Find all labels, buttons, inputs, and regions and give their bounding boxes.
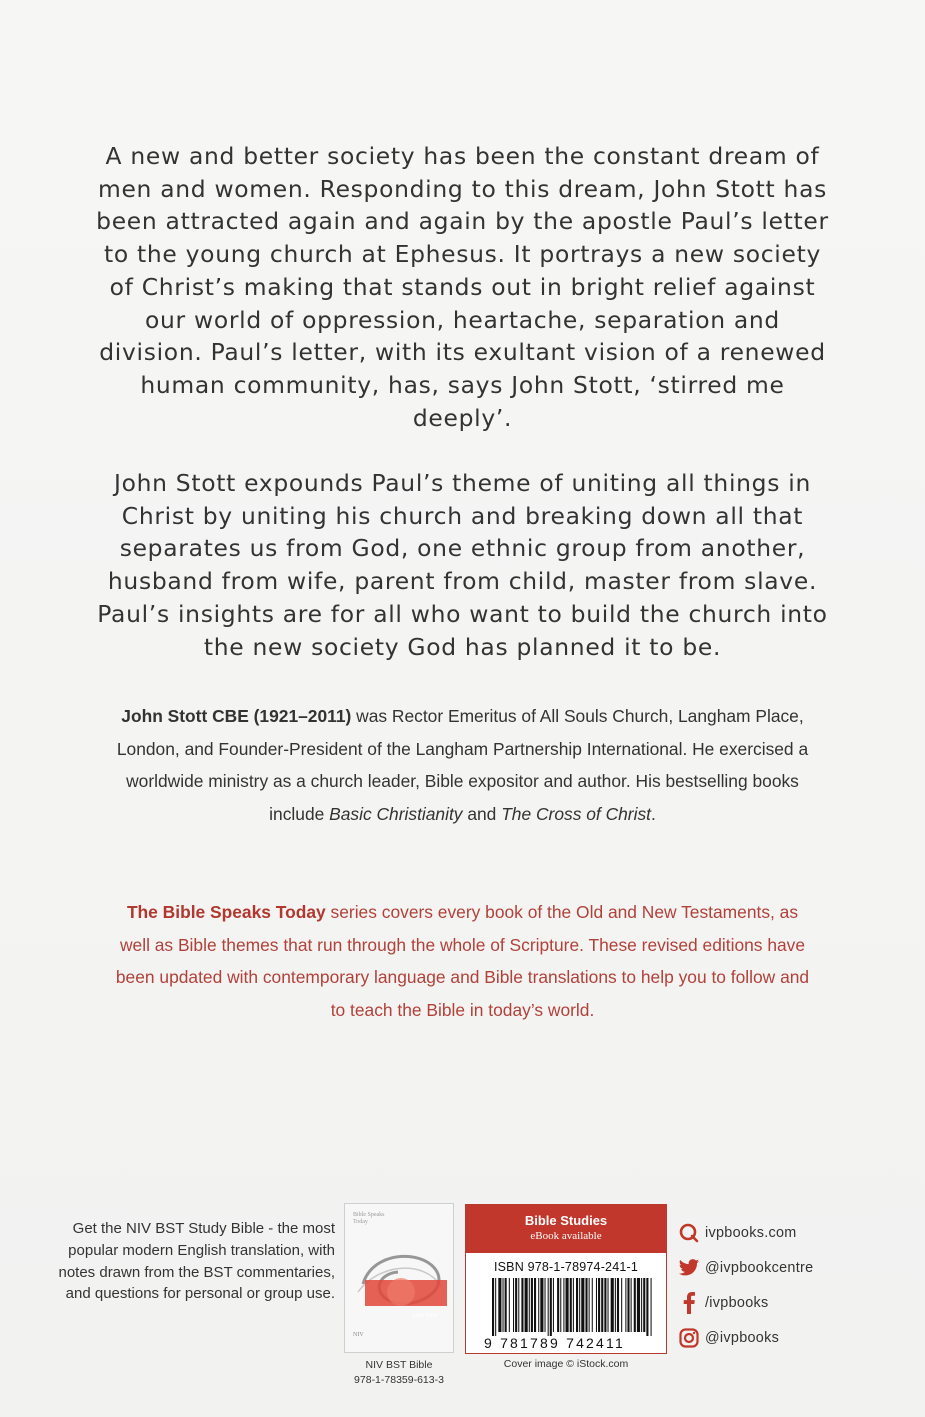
study-bible-cover-label: Holy Bible bbox=[413, 1313, 438, 1319]
study-bible-caption-title: NIV BST Bible bbox=[365, 1359, 433, 1371]
study-bible-caption-isbn: 978-1-78359-613-3 bbox=[354, 1374, 444, 1386]
facebook-icon bbox=[678, 1292, 700, 1314]
study-bible-cover-image bbox=[344, 1203, 454, 1353]
isbn-barcode-panel bbox=[465, 1204, 667, 1354]
author-bio-text: was Rector Emeritus of All Souls Church, Langham Place, London, and Founder-President of the Langham Partnership International. He exercised a worldwide ministry as a church leader, Bible expositor and author. His bestselling books include bbox=[116, 706, 809, 824]
website-link[interactable] bbox=[678, 1215, 918, 1250]
book-title-cross-of-christ: The Cross of Christ bbox=[501, 803, 651, 824]
blurb-paragraph-1: A new and better society has been the constant dream of men and women. Responding to this dream, John Stott has been attracted again and again by the apostle Paul’s letter to the young church at Ephesus. It portrays a new society of Christ’s making that stands out in bright relief against our world of oppression, heartache, separation and division. Paul’s letter, with its exultant vision of a renewed human community, has, says John Stott, ‘stirred me deeply’. bbox=[96, 142, 829, 432]
facebook-handle: /ivpbooks bbox=[705, 1294, 769, 1311]
series-description bbox=[110, 896, 815, 1026]
publisher-links bbox=[678, 1215, 918, 1355]
author-bio bbox=[110, 700, 815, 830]
series-text: series covers every book of the Old and New Testaments, as well as Bible themes that run through the whole of Scripture. These revised editions have been updated with contemporary language and Bible translations to help you to follow and to teach the Bible in today’s world. bbox=[115, 902, 810, 1020]
cover-image-credit: Cover image © iStock.com bbox=[503, 1358, 629, 1370]
instagram-handle: @ivpbooks bbox=[705, 1329, 780, 1346]
website-label: ivpbooks.com bbox=[705, 1224, 797, 1241]
study-bible-niv-mark: NIV bbox=[353, 1332, 364, 1338]
study-bible-promo: Get the NIV BST Study Bible - the most popular modern English translation, with notes drawn from the BST commentaries, and questions for personal or group use. bbox=[58, 1220, 335, 1303]
facebook-link[interactable] bbox=[678, 1285, 918, 1320]
author-bio-end: . bbox=[650, 803, 656, 824]
author-name: John Stott CBE (1921–2011) bbox=[121, 706, 352, 726]
twitter-icon bbox=[678, 1257, 700, 1279]
study-bible-cover-title: Bible Speaks Today bbox=[353, 1212, 385, 1225]
ivp-logo-icon bbox=[678, 1222, 700, 1244]
category-header bbox=[466, 1205, 666, 1253]
barcode-digits: 9 781789 742411 bbox=[484, 1335, 625, 1351]
instagram-link[interactable] bbox=[678, 1320, 918, 1355]
swirl-artwork bbox=[353, 1244, 448, 1314]
author-bio-and: and bbox=[462, 803, 502, 824]
blurb-paragraph-2: John Stott expounds Paul’s theme of uniting all things in Christ by uniting his church and breaking down all that separates us from God, one ethnic group from another, husband from wife, parent from child, master from slave. Paul’s insights are for all who want to build the church into the new society God has planned it to be. bbox=[97, 469, 828, 661]
category-label: Bible Studies bbox=[524, 1213, 608, 1228]
isbn-number: ISBN 978-1-78974-241-1 bbox=[493, 1260, 639, 1274]
instagram-icon bbox=[678, 1327, 700, 1349]
twitter-link[interactable] bbox=[678, 1250, 918, 1285]
book-title-basic-christianity: Basic Christianity bbox=[329, 803, 463, 824]
barcode-image bbox=[492, 1278, 652, 1336]
study-bible-caption bbox=[340, 1358, 458, 1388]
twitter-handle: @ivpbookcentre bbox=[705, 1259, 814, 1276]
ebook-label: eBook available bbox=[530, 1230, 602, 1242]
series-name: The Bible Speaks Today bbox=[126, 902, 326, 922]
